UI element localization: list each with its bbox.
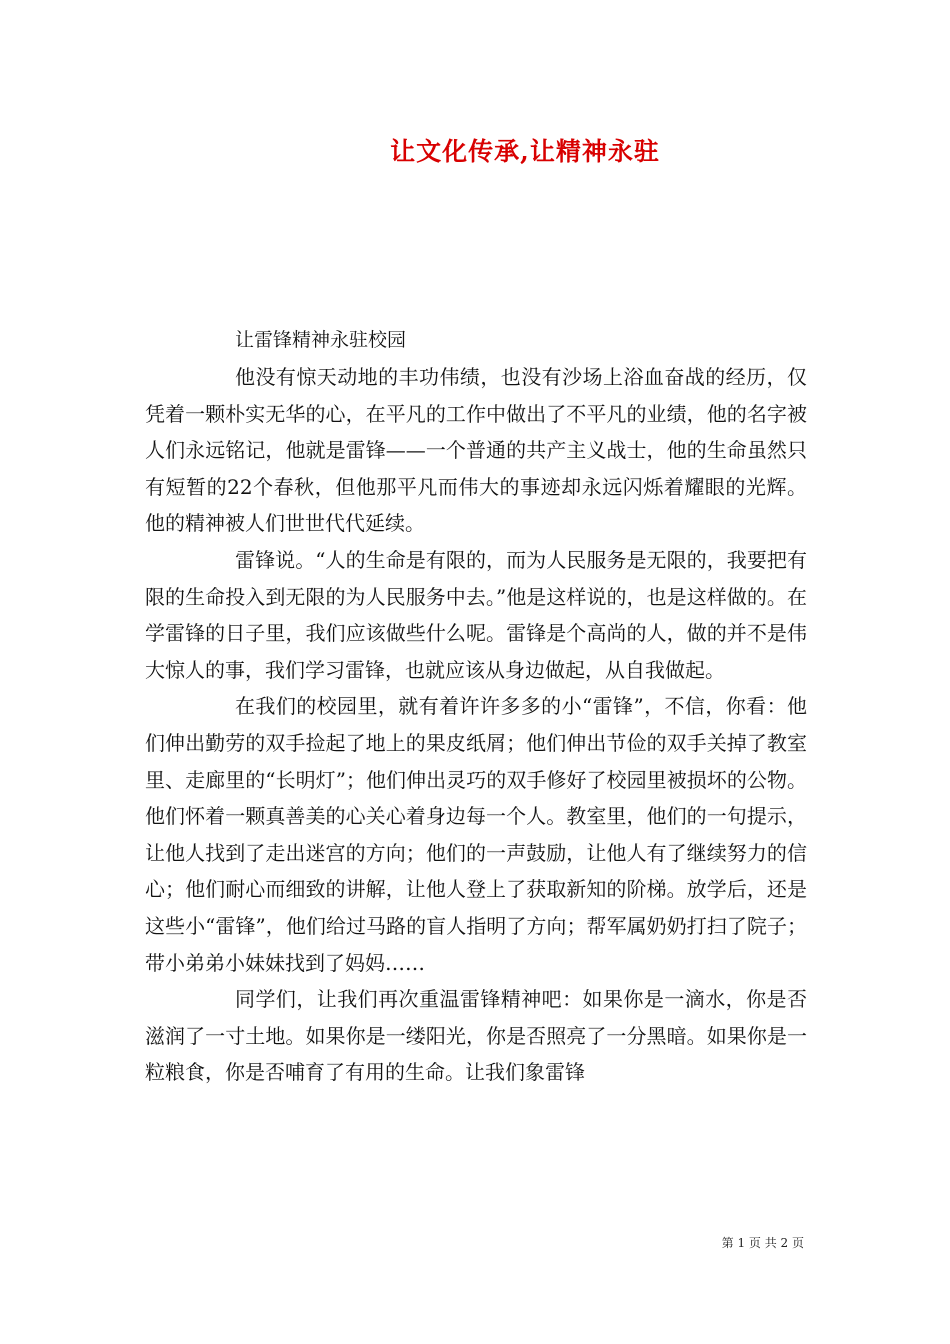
document-subtitle: 让雷锋精神永驻校园 [235, 329, 407, 351]
paragraph-2: 雷锋说。“人的生命是有限的，而为人民服务是无限的，我要把有限的生命投入到无限的为人民服务中去。”他是这样说的，也是这样做的。在学雷锋的日子里，我们应该做些什么呢。雷锋是个高尚的人，做的并不是伟大惊人的事，我们学习雷锋，也就应该从身边做起，从自我做起。 [145, 547, 807, 682]
paragraph-4: 同学们，让我们再次重温雷锋精神吧：如果你是一滴水，你是否滋润了一寸土地。如果你是一缕阳光，你是否照亮了一分黑暗。如果你是一粒粮食，你是否哺育了有用的生命。让我们象雷锋 [145, 987, 807, 1085]
document-title: 让文化传承,让精神永驻 [390, 137, 660, 166]
page-number-footer: 第 1 页 共 2 页 [721, 1236, 804, 1250]
paragraph-1: 他没有惊天动地的丰功伟绩，也没有沙场上浴血奋战的经历，仅凭着一颗朴实无华的心，在平凡的工作中做出了不平凡的业绩，他的名字被人们永远铭记，他就是雷锋——一个普通的共产主义战士，他的生命虽然只有短暂的22个春秋，但他那平凡而伟大的事迹却永远闪烁着耀眼的光辉。他的精神被人们世世代代延续。 [145, 365, 807, 536]
paragraph-3: 在我们的校园里，就有着许许多多的小“雷锋”，不信，你看：他们伸出勤劳的双手捡起了地上的果皮纸屑；他们伸出节俭的双手关掉了教室里、走廊里的“长明灯”；他们伸出灵巧的双手修好了校园里被损坏的公物。他们怀着一颗真善美的心关心着身边每一个人。教室里，他们的一句提示，让他人找到了走出迷宫的方向；他们的一声鼓励，让他人有了继续努力的信心；他们耐心而细致的讲解，让他人登上了获取新知的阶梯。放学后，还是这些小“雷锋”，他们给过马路的盲人指明了方向；帮军属奶奶打扫了院子；带小弟弟小妹妹找到了妈妈…… [145, 694, 807, 975]
document-body [145, 359, 807, 1091]
